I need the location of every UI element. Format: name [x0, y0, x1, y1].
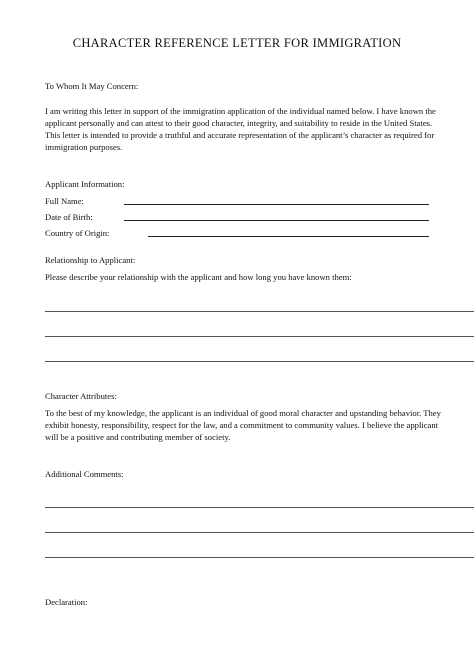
relationship-line-3[interactable] [45, 361, 474, 362]
relationship-line-2[interactable] [45, 336, 474, 337]
comments-heading: Additional Comments: [45, 469, 124, 479]
relationship-prompt: Please describe your relationship with the applicant and how long you have known them: [45, 272, 352, 282]
applicant-info-heading: Applicant Information: [45, 179, 125, 189]
comments-line-1[interactable] [45, 507, 474, 508]
dob-label: Date of Birth: [45, 212, 93, 222]
dob-field[interactable] [124, 220, 429, 221]
salutation: To Whom It May Concern: [45, 81, 139, 91]
full-name-field[interactable] [124, 204, 429, 205]
full-name-label: Full Name: [45, 196, 84, 206]
country-field[interactable] [148, 236, 429, 237]
intro-paragraph: I am writing this letter in support of the immigration application of the individual named below. I have known the applicant personally and can attest to their good character, integrity, and suitability to reside in the United States. This letter is intended to provide a truthful and accurate representation of the applicant’s character as required for immigration purposes. [45, 106, 436, 152]
relationship-line-1[interactable] [45, 311, 474, 312]
comments-line-2[interactable] [45, 532, 474, 533]
declaration-heading: Declaration: [45, 597, 88, 607]
character-paragraph: To the best of my knowledge, the applicant is an individual of good moral character and upstanding behavior. They exhibit honesty, responsibility, respect for the law, and a commitment to community values. I believe the applicant will be a positive and contributing member of society. [45, 408, 441, 442]
document-title: CHARACTER REFERENCE LETTER FOR IMMIGRATION [72, 36, 402, 50]
character-heading: Character Attributes: [45, 391, 117, 401]
country-label: Country of Origin: [45, 228, 110, 238]
relationship-heading: Relationship to Applicant: [45, 255, 136, 265]
comments-line-3[interactable] [45, 557, 474, 558]
